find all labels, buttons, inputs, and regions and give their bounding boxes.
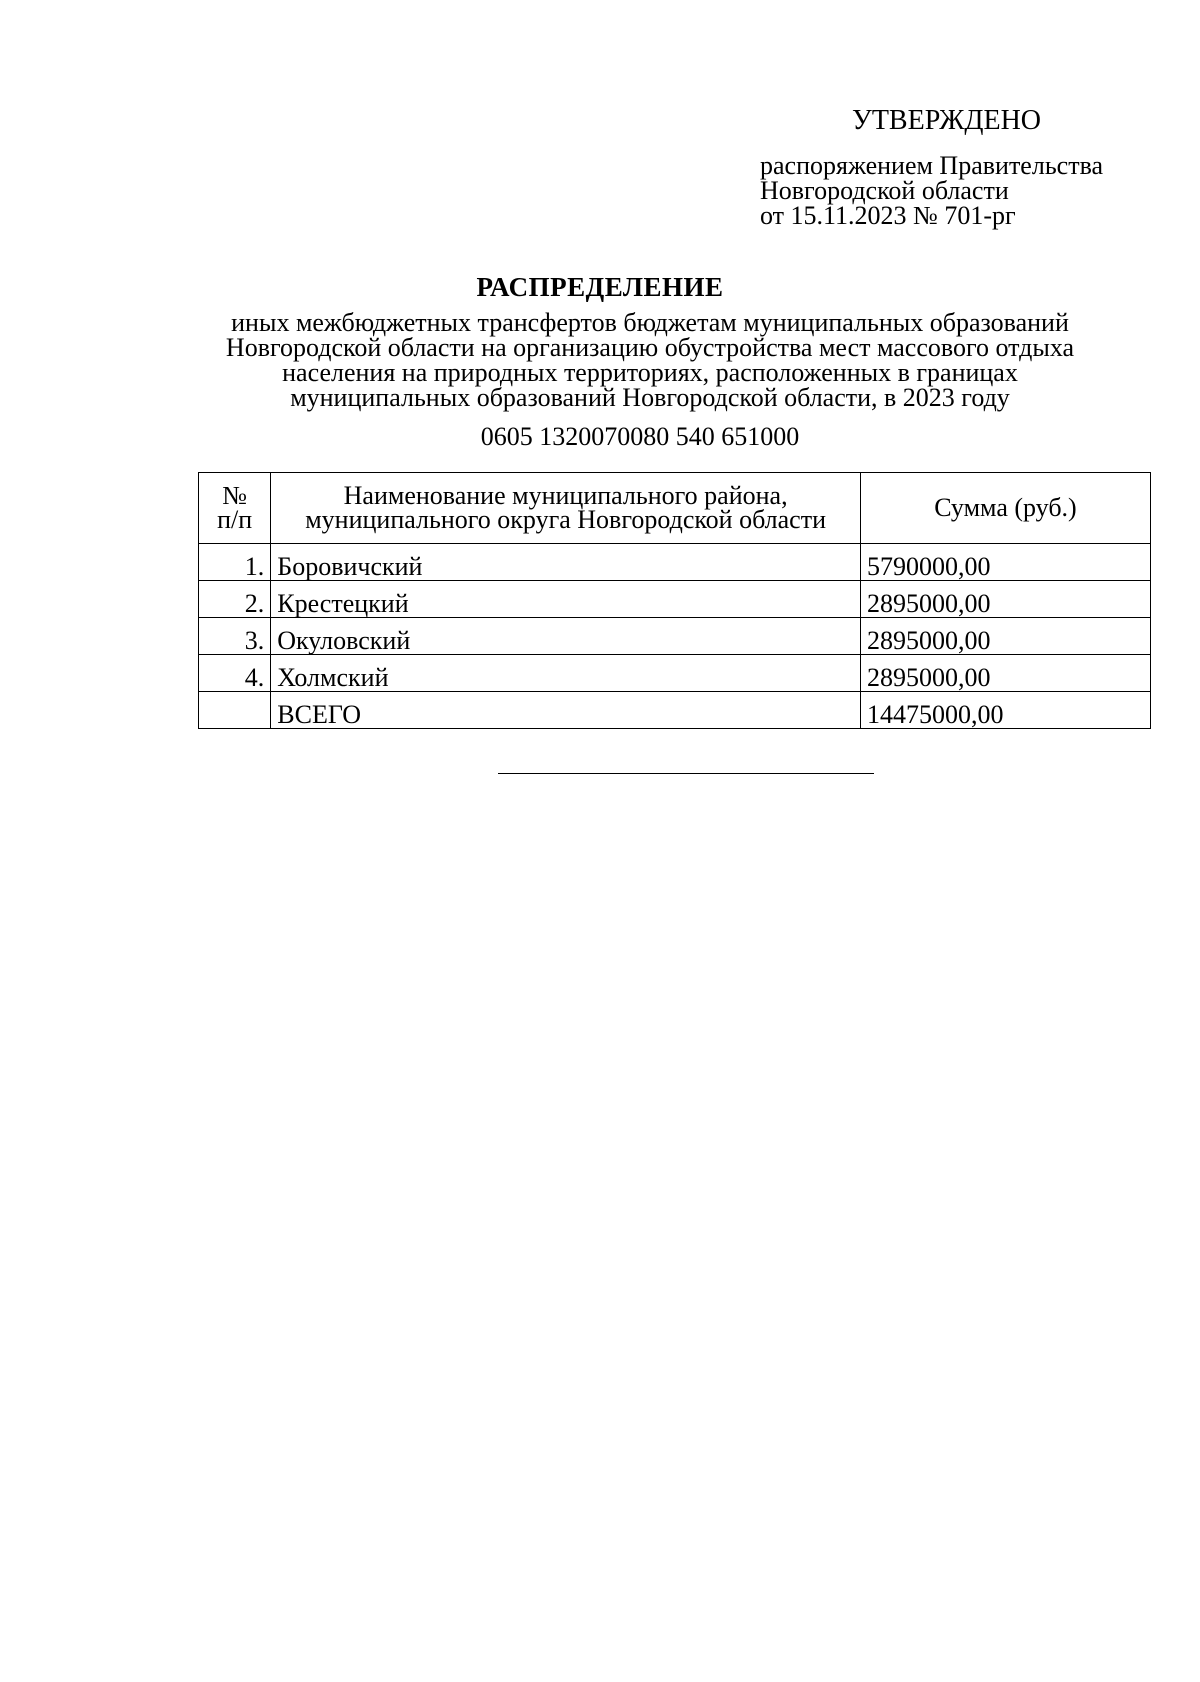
subtitle-line-4: муниципальных образований Новгородской области, в 2023 году — [290, 383, 1010, 412]
table-row — [199, 544, 1151, 581]
header-name — [271, 473, 861, 544]
closing-divider — [498, 773, 874, 774]
subtitle-line-3: населения на природных территориях, расположенных в границах — [282, 358, 1018, 387]
row-num: 2. — [199, 581, 271, 618]
total-label: ВСЕГО — [271, 692, 861, 729]
subtitle-line-2: Новгородской области на организацию обустройства мест массового отдыха — [225, 333, 1075, 362]
table-header-row — [199, 473, 1151, 544]
subtitle-line-1: иных межбюджетных трансфертов бюджетам муниципальных образований — [231, 308, 1069, 337]
row-sum: 2895000,00 — [860, 618, 1150, 655]
row-num: 4. — [199, 655, 271, 692]
row-num: 1. — [199, 544, 271, 581]
table-row — [199, 618, 1151, 655]
header-name-line-1: Наименование муниципального района, — [343, 481, 788, 510]
header-num — [199, 473, 271, 544]
header-num-line-1: № — [222, 481, 248, 510]
table-row — [199, 655, 1151, 692]
budget-code: 0605 1320070080 540 651000 — [480, 422, 800, 451]
document-title: РАСПРЕДЕЛЕНИЕ — [476, 272, 724, 302]
row-name: Крестецкий — [271, 581, 861, 618]
table-row — [199, 581, 1151, 618]
distribution-table — [198, 472, 1151, 729]
total-sum: 14475000,00 — [860, 692, 1150, 729]
row-name: Холмский — [271, 655, 861, 692]
document-subtitle — [150, 310, 1150, 410]
row-num — [199, 692, 271, 729]
approval-line-2: Новгородской области — [760, 176, 1009, 205]
approval-block — [760, 105, 1140, 230]
header-name-line-2: муниципального округа Новгородской области — [305, 505, 826, 534]
header-num-line-2: п/п — [217, 505, 253, 534]
table-total-row — [199, 692, 1151, 729]
approval-line-3: от 15.11.2023 № 701-рг — [760, 201, 1016, 230]
row-name: Окуловский — [271, 618, 861, 655]
row-sum: 5790000,00 — [860, 544, 1150, 581]
row-sum: 2895000,00 — [860, 655, 1150, 692]
row-name: Боровичский — [271, 544, 861, 581]
approval-heading: УТВЕРЖДЕНО — [852, 105, 1042, 136]
header-sum: Сумма (руб.) — [860, 473, 1150, 544]
row-sum: 2895000,00 — [860, 581, 1150, 618]
approval-line-1: распоряжением Правительства — [760, 151, 1104, 180]
row-num: 3. — [199, 618, 271, 655]
